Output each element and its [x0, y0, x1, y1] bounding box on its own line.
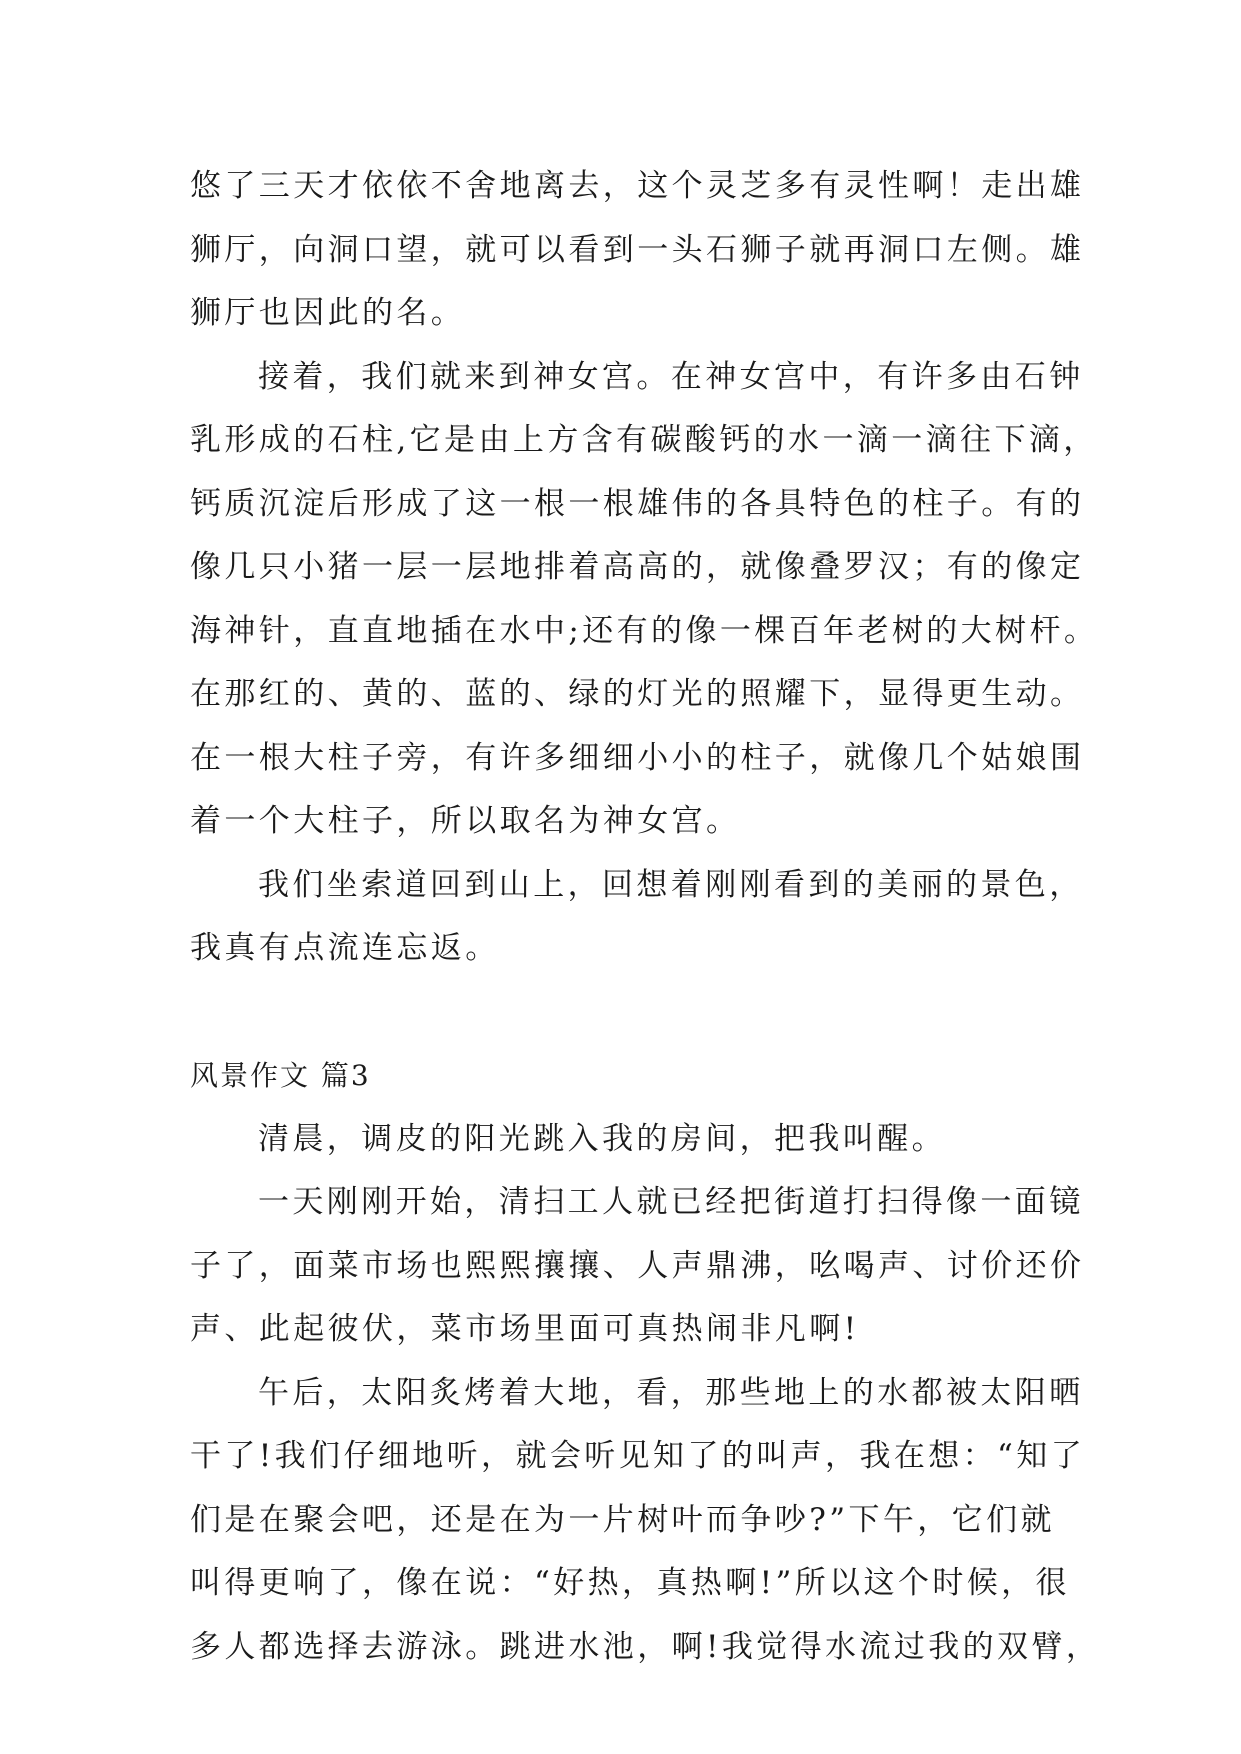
text-line: 在那红的、黄的、蓝的、绿的灯光的照耀下，显得更生动。 — [190, 676, 1085, 712]
text-line: 悠了三天才依依不舍地离去，这个灵芝多有灵性啊！走出雄 — [190, 168, 1085, 204]
document-body — [190, 155, 1101, 1679]
text-line: 清晨，调皮的阳光跳入我的房间，把我叫醒。 — [258, 1120, 946, 1157]
text-line: 叫得更响了，像在说：“好热，真热啊!”所以这个时候，很 — [190, 1565, 1070, 1601]
text-line: 海神针，直直地插在水中;还有的像一棵百年老树的大树杆。 — [190, 612, 1099, 649]
section-gap — [190, 981, 1070, 1045]
text-line: 子了，面菜市场也熙熙攘攘、人声鼎沸，吆喝声、讨价还价 — [190, 1247, 1085, 1284]
text-line: 我真有点流连忘返。 — [190, 930, 500, 966]
text-line: 狮厅，向洞口望，就可以看到一头石狮子就再洞口左侧。雄 — [190, 231, 1085, 268]
text-line: 干了!我们仔细地听，就会听见知了的叫声，我在想：“知了 — [190, 1438, 1086, 1474]
paragraph-shennvgong — [190, 346, 1099, 854]
text-line: 在一根大柱子旁，有许多细细小小的柱子，就像几个姑娘围 — [190, 739, 1085, 776]
paragraph-morning — [190, 1108, 1070, 1172]
text-line: 我们坐索道回到山上，回想着刚刚看到的美丽的景色， — [258, 866, 1084, 903]
section-title: 风景作文 篇3 — [190, 1059, 371, 1092]
text-line: 多人都选择去游泳。跳进水池，啊!我觉得水流过我的双臂， — [190, 1628, 1101, 1665]
text-line: 声、此起彼伏，菜市场里面可真热闹非凡啊! — [190, 1311, 860, 1347]
text-line: 午后，太阳炙烤着大地，看，那些地上的水都被太阳晒 — [258, 1374, 1084, 1411]
text-line: 一天刚刚开始，清扫工人就已经把街道打扫得像一面镜 — [258, 1184, 1084, 1220]
text-line: 像几只小猪一层一层地排着高高的，就像叠罗汉；有的像定 — [190, 549, 1085, 585]
text-line: 狮厅也因此的名。 — [190, 295, 466, 331]
text-line: 着一个大柱子，所以取名为神女宫。 — [190, 803, 741, 839]
paragraph-afternoon — [190, 1362, 1101, 1680]
text-line: 乳形成的石柱,它是由上方含有碳酸钙的水一滴一滴往下滴， — [190, 422, 1098, 458]
paragraph-return — [190, 854, 1084, 981]
paragraph-market — [190, 1171, 1085, 1362]
text-line: 钙质沉淀后形成了这一根一根雄伟的各具特色的柱子。有的 — [190, 485, 1085, 522]
text-line: 们是在聚会吧，还是在为一片树叶而争吵?”下午，它们就 — [190, 1501, 1055, 1538]
text-line: 接着，我们就来到神女宫。在神女宫中，有许多由石钟 — [258, 358, 1084, 395]
paragraph-lingzhi-ending — [190, 155, 1085, 346]
